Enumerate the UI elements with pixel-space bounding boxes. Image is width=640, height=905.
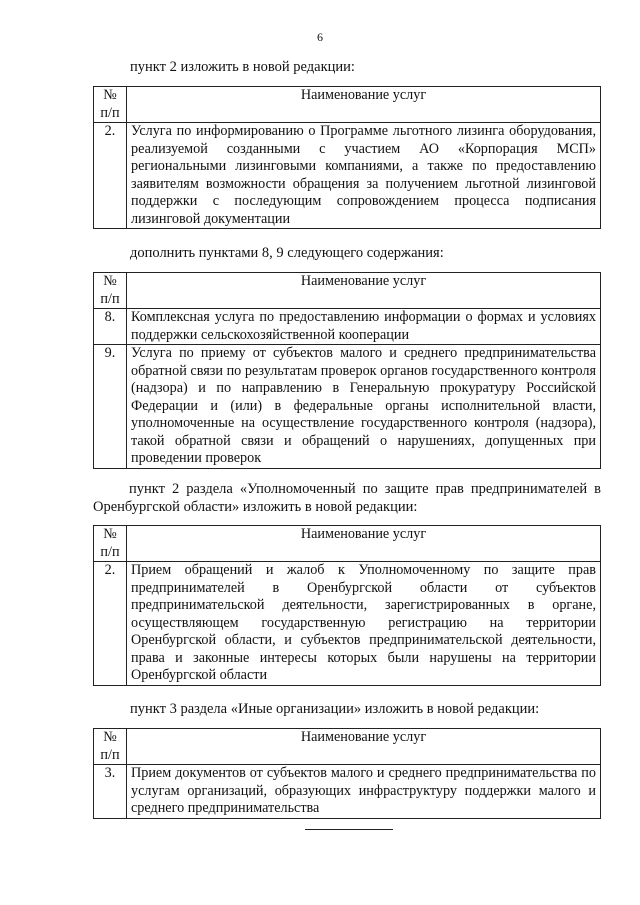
table-row [94,562,601,686]
col-num-header: № п/п [94,273,127,309]
page-number: 6 [317,30,323,44]
row-number: 8. [94,309,127,345]
table-header-row [94,273,601,309]
row-number: 9. [94,345,127,469]
col-num-header: № п/п [94,729,127,765]
row-text: Услуга по информированию о Программе льготного лизинга оборудования, реализуемой созданными с участием АО «Корпорация МСП» региональными лизинговыми компаниями, а также по предоставлению заявителям возможности обращения за получением льготной лизинговой поддержки с последующим сопровождением процесса подписания лизинговой документации [127,123,601,229]
col-num-header: № п/п [94,87,127,123]
row-text: Прием документов от субъектов малого и среднего предпринимательства по услугам организаций, образующих инфраструктуру поддержки малого и среднего предпринимательства [127,765,601,819]
table-header-row [94,729,601,765]
section-2-intro: дополнить пунктами 8, 9 следующего содержания: [130,245,444,261]
table-row [94,309,601,345]
col-name-header: Наименование услуг [127,526,601,562]
section-4-intro: пункт 3 раздела «Иные организации» изложить в новой редакции: [130,701,540,717]
row-number: 2. [94,123,127,229]
table-row [94,345,601,469]
table-header-row [94,526,601,562]
table-row [94,765,601,819]
services-table-2 [93,272,601,469]
row-text: Комплексная услуга по предоставлению информации о формах и условиях поддержки сельскохозяйственной кооперации [127,309,601,345]
row-number: 3. [94,765,127,819]
row-text: Прием обращений и жалоб к Уполномоченному по защите прав предпринимателей в Оренбургской области от субъектов предпринимательской деятельности, зарегистрированных в органе, осуществляющем государственную регистрацию на территории Оренбургской области, и субъектов предпринимательской деятельности, права и законные интересы которых были нарушены на территории Оренбургской области [127,562,601,686]
col-name-header: Наименование услуг [127,87,601,123]
col-num-header: № п/п [94,526,127,562]
row-number: 2. [94,562,127,686]
services-table-1 [93,86,601,229]
row-text: Услуга по приему от субъектов малого и среднего предпринимательства обратной связи по результатам проверок органов государственного контроля (надзора) и по направлению в Генеральную прокуратуру Российской Федерации и (или) в федеральные органы исполнительной власти, уполномоченные на осуществление государственного контроля (надзора), такой обратной связи и обращений о нарушениях, допущенных при проведении проверок [127,345,601,469]
table-row [94,123,601,229]
section-3-intro: пункт 2 раздела «Уполномоченный по защите прав предпринимателей в Оренбургской области» изложить в новой редакции: [93,481,601,515]
services-table-4 [93,728,601,819]
col-name-header: Наименование услуг [127,729,601,765]
end-separator [305,829,393,830]
table-header-row [94,87,601,123]
services-table-3 [93,525,601,686]
section-1-intro: пункт 2 изложить в новой редакции: [130,59,355,75]
col-name-header: Наименование услуг [127,273,601,309]
